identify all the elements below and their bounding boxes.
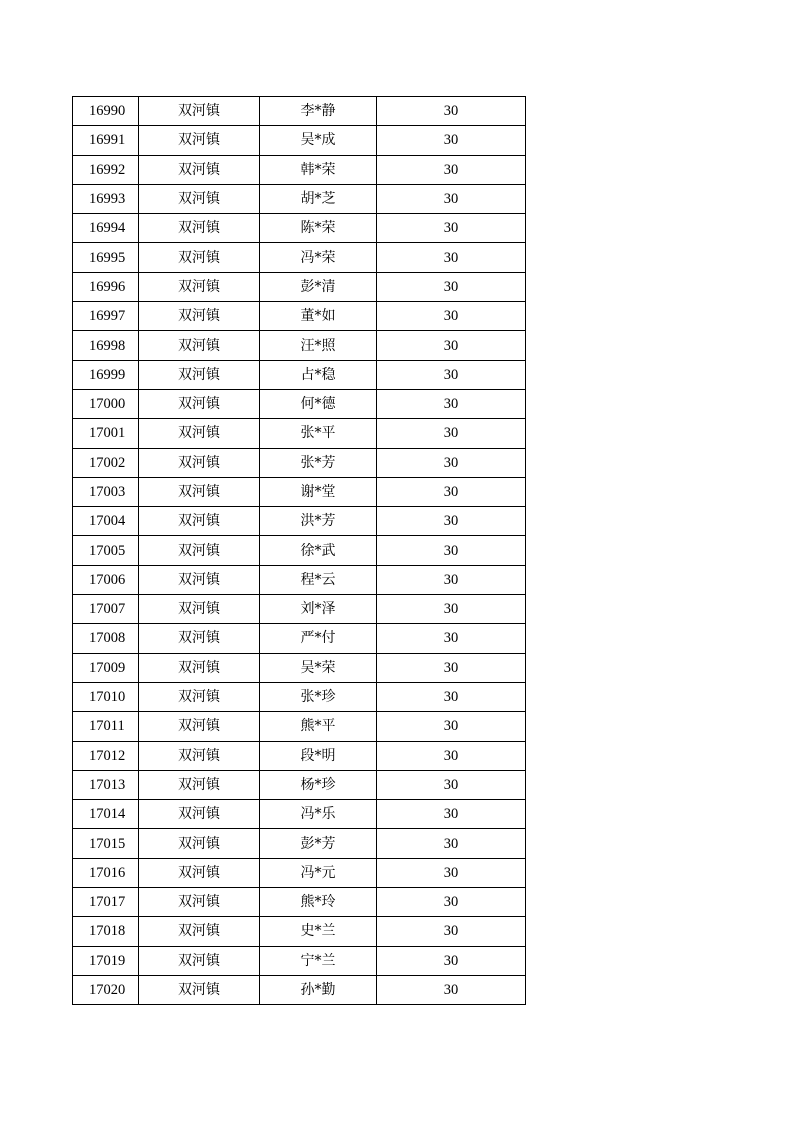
subsidy-table [72,96,526,1005]
town-cell: 双河镇 [139,477,260,506]
town-cell: 双河镇 [139,770,260,799]
row-number-cell: 16997 [73,302,139,331]
row-number-cell: 17005 [73,536,139,565]
table-row [73,712,526,741]
amount-cell: 30 [377,917,526,946]
name-cell: 宁*兰 [260,946,377,975]
row-number-cell: 17011 [73,712,139,741]
row-number-cell: 17008 [73,624,139,653]
row-number-cell: 16994 [73,214,139,243]
amount-cell: 30 [377,829,526,858]
table-row [73,507,526,536]
table-row [73,595,526,624]
town-cell: 双河镇 [139,975,260,1004]
name-cell: 冯*元 [260,858,377,887]
name-cell: 汪*照 [260,331,377,360]
town-cell: 双河镇 [139,507,260,536]
amount-cell: 30 [377,272,526,301]
table-row [73,770,526,799]
name-cell: 孙*勤 [260,975,377,1004]
town-cell: 双河镇 [139,888,260,917]
row-number-cell: 17019 [73,946,139,975]
amount-cell: 30 [377,155,526,184]
amount-cell: 30 [377,741,526,770]
name-cell: 熊*玲 [260,888,377,917]
row-number-cell: 16996 [73,272,139,301]
amount-cell: 30 [377,507,526,536]
name-cell: 何*德 [260,389,377,418]
amount-cell: 30 [377,360,526,389]
name-cell: 彭*清 [260,272,377,301]
name-cell: 胡*芝 [260,184,377,213]
row-number-cell: 17010 [73,682,139,711]
row-number-cell: 17014 [73,800,139,829]
amount-cell: 30 [377,800,526,829]
table-row [73,155,526,184]
row-number-cell: 16992 [73,155,139,184]
name-cell: 史*兰 [260,917,377,946]
amount-cell: 30 [377,624,526,653]
name-cell: 韩*荣 [260,155,377,184]
table-row [73,184,526,213]
table-row [73,565,526,594]
amount-cell: 30 [377,389,526,418]
amount-cell: 30 [377,682,526,711]
table-row [73,272,526,301]
amount-cell: 30 [377,126,526,155]
town-cell: 双河镇 [139,565,260,594]
amount-cell: 30 [377,302,526,331]
table-row [73,917,526,946]
row-number-cell: 16993 [73,184,139,213]
row-number-cell: 17003 [73,477,139,506]
amount-cell: 30 [377,536,526,565]
table-row [73,536,526,565]
amount-cell: 30 [377,712,526,741]
table-row [73,214,526,243]
row-number-cell: 16999 [73,360,139,389]
table-row [73,741,526,770]
table-row [73,624,526,653]
amount-cell: 30 [377,477,526,506]
table-row [73,419,526,448]
amount-cell: 30 [377,184,526,213]
table-row [73,800,526,829]
row-number-cell: 17015 [73,829,139,858]
town-cell: 双河镇 [139,653,260,682]
table-row [73,360,526,389]
table-row [73,97,526,126]
table-row [73,858,526,887]
row-number-cell: 16995 [73,243,139,272]
name-cell: 洪*芳 [260,507,377,536]
amount-cell: 30 [377,770,526,799]
amount-cell: 30 [377,858,526,887]
table-row [73,243,526,272]
town-cell: 双河镇 [139,272,260,301]
row-number-cell: 17012 [73,741,139,770]
table-row [73,682,526,711]
table-body [73,97,526,1005]
town-cell: 双河镇 [139,360,260,389]
name-cell: 徐*武 [260,536,377,565]
name-cell: 彭*芳 [260,829,377,858]
town-cell: 双河镇 [139,243,260,272]
table-row [73,389,526,418]
amount-cell: 30 [377,243,526,272]
town-cell: 双河镇 [139,829,260,858]
name-cell: 刘*泽 [260,595,377,624]
row-number-cell: 17000 [73,389,139,418]
name-cell: 董*如 [260,302,377,331]
name-cell: 吴*荣 [260,653,377,682]
amount-cell: 30 [377,214,526,243]
name-cell: 严*付 [260,624,377,653]
row-number-cell: 16990 [73,97,139,126]
name-cell: 谢*堂 [260,477,377,506]
row-number-cell: 17018 [73,917,139,946]
row-number-cell: 17017 [73,888,139,917]
name-cell: 李*静 [260,97,377,126]
row-number-cell: 17009 [73,653,139,682]
town-cell: 双河镇 [139,858,260,887]
table-row [73,946,526,975]
amount-cell: 30 [377,595,526,624]
row-number-cell: 17004 [73,507,139,536]
table-row [73,888,526,917]
amount-cell: 30 [377,448,526,477]
town-cell: 双河镇 [139,126,260,155]
name-cell: 冯*荣 [260,243,377,272]
amount-cell: 30 [377,97,526,126]
name-cell: 杨*珍 [260,770,377,799]
row-number-cell: 17013 [73,770,139,799]
name-cell: 张*珍 [260,682,377,711]
amount-cell: 30 [377,419,526,448]
amount-cell: 30 [377,331,526,360]
row-number-cell: 17020 [73,975,139,1004]
name-cell: 段*明 [260,741,377,770]
town-cell: 双河镇 [139,331,260,360]
row-number-cell: 16998 [73,331,139,360]
town-cell: 双河镇 [139,302,260,331]
town-cell: 双河镇 [139,624,260,653]
table-row [73,448,526,477]
town-cell: 双河镇 [139,389,260,418]
town-cell: 双河镇 [139,682,260,711]
town-cell: 双河镇 [139,448,260,477]
name-cell: 冯*乐 [260,800,377,829]
row-number-cell: 17007 [73,595,139,624]
table-row [73,126,526,155]
amount-cell: 30 [377,946,526,975]
amount-cell: 30 [377,975,526,1004]
town-cell: 双河镇 [139,536,260,565]
name-cell: 陈*荣 [260,214,377,243]
name-cell: 占*稳 [260,360,377,389]
town-cell: 双河镇 [139,712,260,741]
name-cell: 熊*平 [260,712,377,741]
town-cell: 双河镇 [139,595,260,624]
row-number-cell: 17006 [73,565,139,594]
town-cell: 双河镇 [139,419,260,448]
name-cell: 吴*成 [260,126,377,155]
amount-cell: 30 [377,888,526,917]
town-cell: 双河镇 [139,741,260,770]
table-row [73,975,526,1004]
amount-cell: 30 [377,653,526,682]
name-cell: 张*平 [260,419,377,448]
table-row [73,829,526,858]
table-row [73,653,526,682]
row-number-cell: 17002 [73,448,139,477]
row-number-cell: 17001 [73,419,139,448]
town-cell: 双河镇 [139,800,260,829]
row-number-cell: 16991 [73,126,139,155]
amount-cell: 30 [377,565,526,594]
table-row [73,302,526,331]
town-cell: 双河镇 [139,214,260,243]
town-cell: 双河镇 [139,97,260,126]
name-cell: 张*芳 [260,448,377,477]
town-cell: 双河镇 [139,155,260,184]
town-cell: 双河镇 [139,946,260,975]
name-cell: 程*云 [260,565,377,594]
town-cell: 双河镇 [139,184,260,213]
town-cell: 双河镇 [139,917,260,946]
table-row [73,477,526,506]
table-row [73,331,526,360]
row-number-cell: 17016 [73,858,139,887]
